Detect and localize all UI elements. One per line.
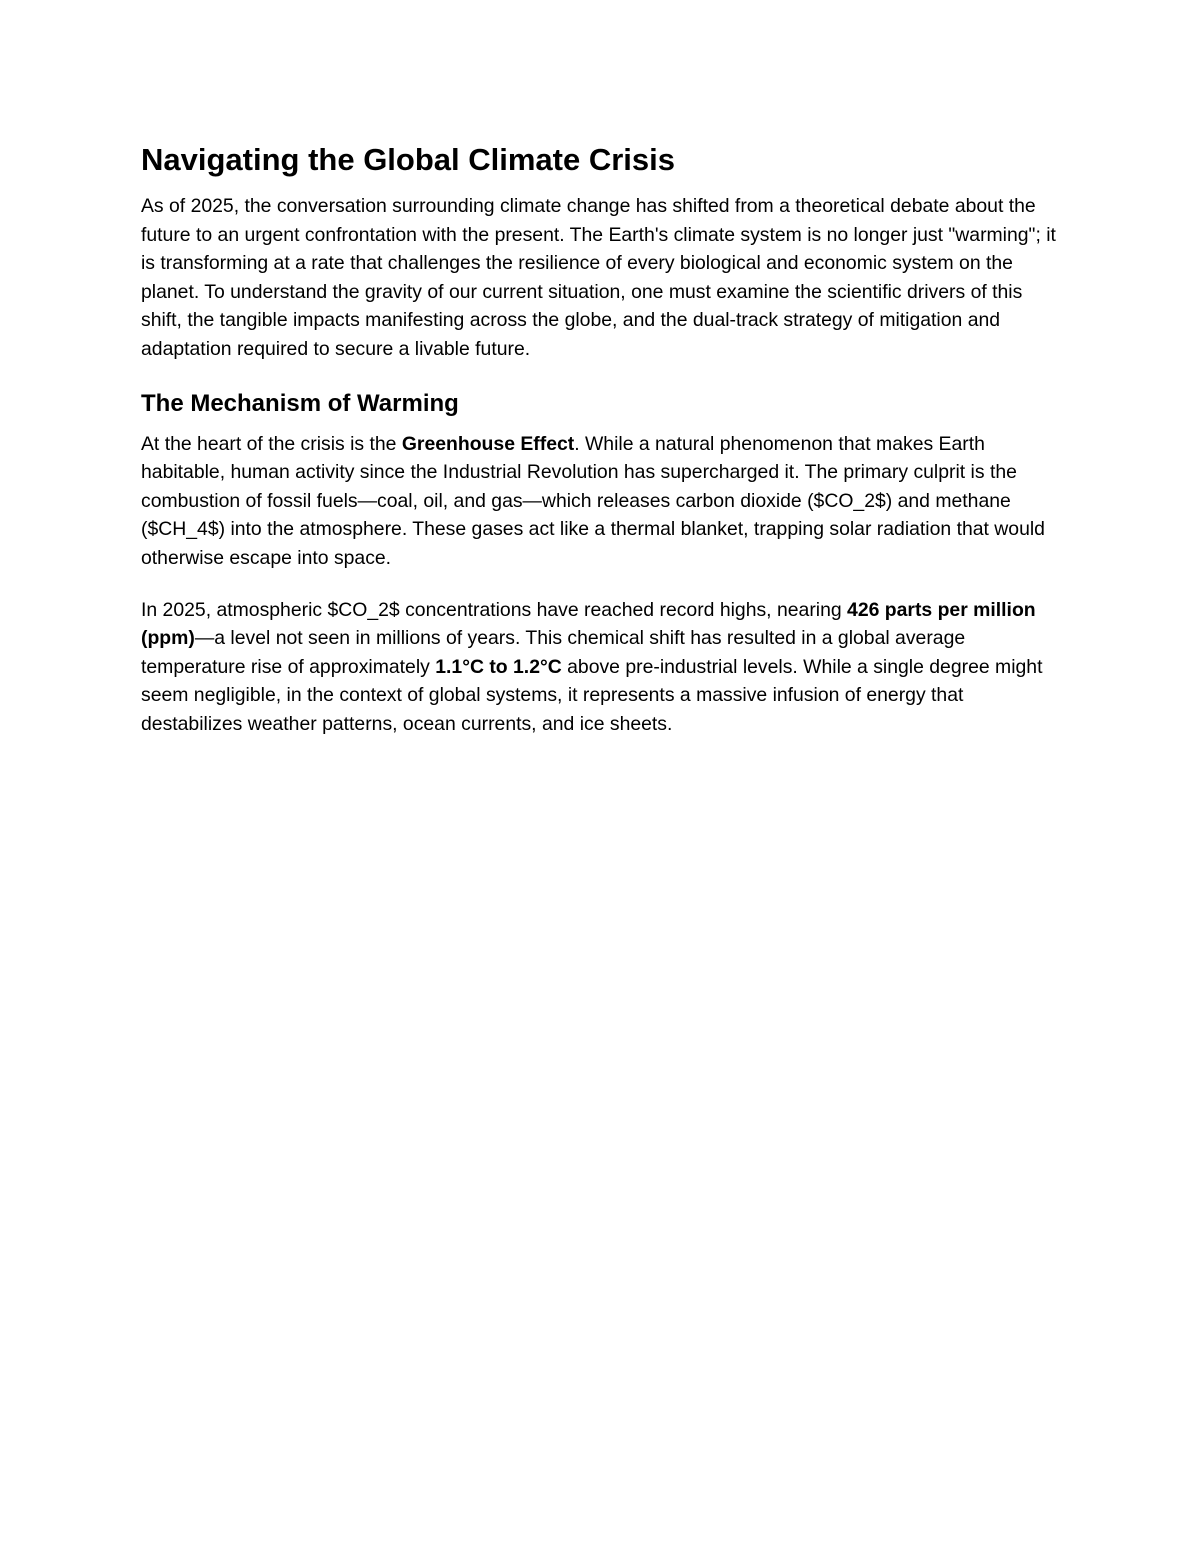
section-paragraph-2 bbox=[141, 596, 1061, 739]
document-page bbox=[141, 140, 1061, 739]
section-paragraph-1 bbox=[141, 430, 1061, 573]
paragraph-text: above pre-industrial levels. While a single degree might seem negligible, in the context of global systems, it represents a massive infusion of energy that destabilizes weather patterns, ocean currents, and ice sheets. bbox=[141, 655, 1043, 735]
paragraph-text: At the heart of the crisis is the bbox=[141, 432, 402, 455]
section-heading: The Mechanism of Warming bbox=[141, 389, 459, 417]
paragraph-text: In 2025, atmospheric $CO_2$ concentrations have reached record highs, nearing bbox=[141, 598, 848, 621]
paragraph-text: —a level not seen in millions of years. This chemical shift has resulted in a global average temperature rise of approximately bbox=[141, 627, 966, 678]
paragraph-text: . While a natural phenomenon that makes Earth habitable, human activity since the Industrial Revolution has supercharged it. The primary culprit is the combustion of fossil fuels—coal, oil, and gas—which releases carbon dioxide ($CO_2$) and methane ($CH_4$) into the atmosphere. These gases act like a thermal blanket, trapping solar radiation that would otherwise escape into space. bbox=[141, 432, 1045, 569]
bold-term: 426 parts per million (ppm) bbox=[141, 598, 1036, 650]
bold-term: 1.1°C to 1.2°C bbox=[435, 655, 562, 678]
intro-paragraph: As of 2025, the conversation surrounding climate change has shifted from a theoretical debate about the future to an urgent confrontation with the present. The Earth's climate system is no longer just "warming"; it is transforming at a rate that challenges the resilience of every biological and economic system on the planet. To understand the gravity of our current situation, one must examine the scientific drivers of this shift, the tangible impacts manifesting across the globe, and the dual-track strategy of mitigation and adaptation required to secure a livable future. bbox=[141, 195, 1056, 360]
document-title: Navigating the Global Climate Crisis bbox=[141, 142, 676, 177]
bold-term: Greenhouse Effect bbox=[401, 432, 575, 455]
